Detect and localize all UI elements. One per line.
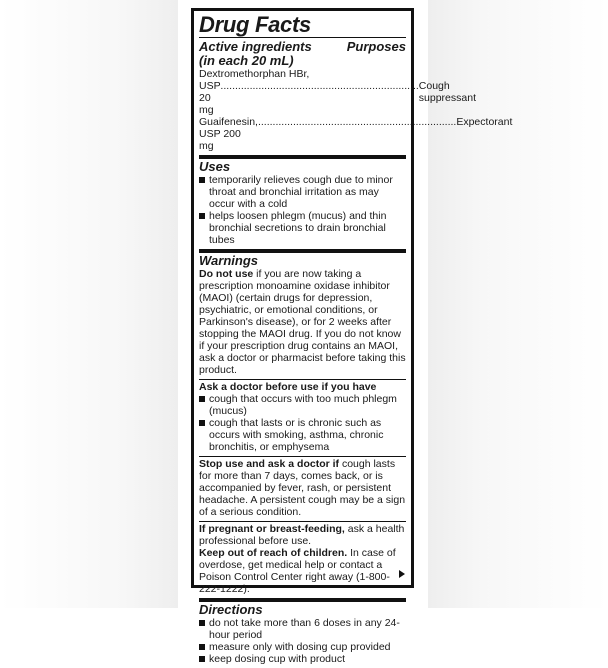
leader-dots: .................................................................... (257, 116, 457, 128)
keep-out-paragraph (199, 547, 406, 595)
keep-out-label: Keep out of reach of children. (199, 547, 348, 559)
background-left (0, 0, 178, 608)
pregnant-text: ask a health professional before use. (199, 523, 405, 547)
page-title: Drug Facts (199, 12, 311, 37)
pregnant-paragraph (199, 523, 406, 547)
list-item: measure only with dosing cup provided (199, 641, 406, 653)
do-not-use-text: if you are now taking a prescription monoamine oxidase inhibitor (MAOI) (certain drugs for depression, psychiatric, or emotional conditions, or Parkinson's disease), or for 2 weeks after stopping the MAOI drug. If you do not know if your prescription drug contains an MAOI, ask a doctor or pharmacist before taking this product. (199, 268, 406, 376)
stop-use-paragraph (199, 458, 406, 518)
list-item: helps loosen phlegm (mucus) and thin bronchial secretions to drain bronchial tubes (199, 210, 406, 246)
ingredient-2-row (199, 116, 513, 152)
keep-out-text: In case of overdose, get medical help or contact a Poison Control Center right away (1-800-222-1222). (199, 547, 396, 595)
list-item: keep dosing cup with product (199, 653, 406, 665)
active-header (199, 39, 406, 68)
do-not-use-paragraph (199, 268, 406, 376)
uses-list (199, 174, 406, 246)
directions-heading: Directions (199, 602, 263, 617)
stop-use-label: Stop use and ask a doctor if (199, 458, 340, 470)
directions-list (199, 617, 406, 665)
ingredient-2-purpose: Expectorant (456, 116, 513, 128)
ingredient-1-row (199, 80, 476, 116)
purposes-heading: Purposes (346, 39, 406, 54)
ask-doctor-heading: Ask a doctor before use if you have (199, 381, 377, 393)
ask-doctor-section (199, 379, 406, 456)
right-triangle-icon (399, 570, 405, 578)
pregnancy-section (199, 521, 406, 598)
warnings-heading: Warnings (199, 253, 258, 268)
ask-doctor-list (199, 393, 406, 453)
active-ingredients-section (199, 37, 513, 155)
uses-heading: Uses (199, 159, 231, 174)
ingredient-1-dose: USP 20 mg (199, 80, 221, 116)
do-not-use-label: Do not use (199, 268, 254, 280)
leader-dots: .................................................................... (220, 80, 419, 92)
ingredient-2-name: Guaifenesin, USP 200 mg (199, 116, 258, 152)
active-subheading: (in each 20 mL) (199, 53, 294, 68)
drug-facts-panel (191, 8, 513, 665)
ingredient-1-name: Dextromethorphan HBr, (199, 68, 310, 80)
list-item: cough that occurs with too much phlegm (mucus) (199, 393, 406, 417)
stop-use-text: cough lasts for more than 7 days, comes back, or is accompanied by fever, rash, or persistent headache. A persistent cough may be a sign of a serious condition. (199, 458, 406, 518)
list-item: temporarily relieves cough due to minor throat and bronchial irritation as may occur with a cold (199, 174, 406, 210)
pregnant-label: If pregnant or breast-feeding, (199, 523, 345, 535)
ingredient-1-purpose: Cough suppressant (418, 80, 476, 104)
active-heading: Active ingredients (199, 39, 312, 54)
warnings-section (199, 249, 406, 379)
directions-section (199, 598, 406, 668)
list-item: cough that lasts or is chronic such as occurs with smoking, asthma, chronic bronchitis, or emphysema (199, 417, 406, 453)
list-item: do not take more than 6 doses in any 24-hour period (199, 617, 406, 641)
uses-section (199, 155, 406, 249)
stop-use-section (199, 456, 406, 521)
